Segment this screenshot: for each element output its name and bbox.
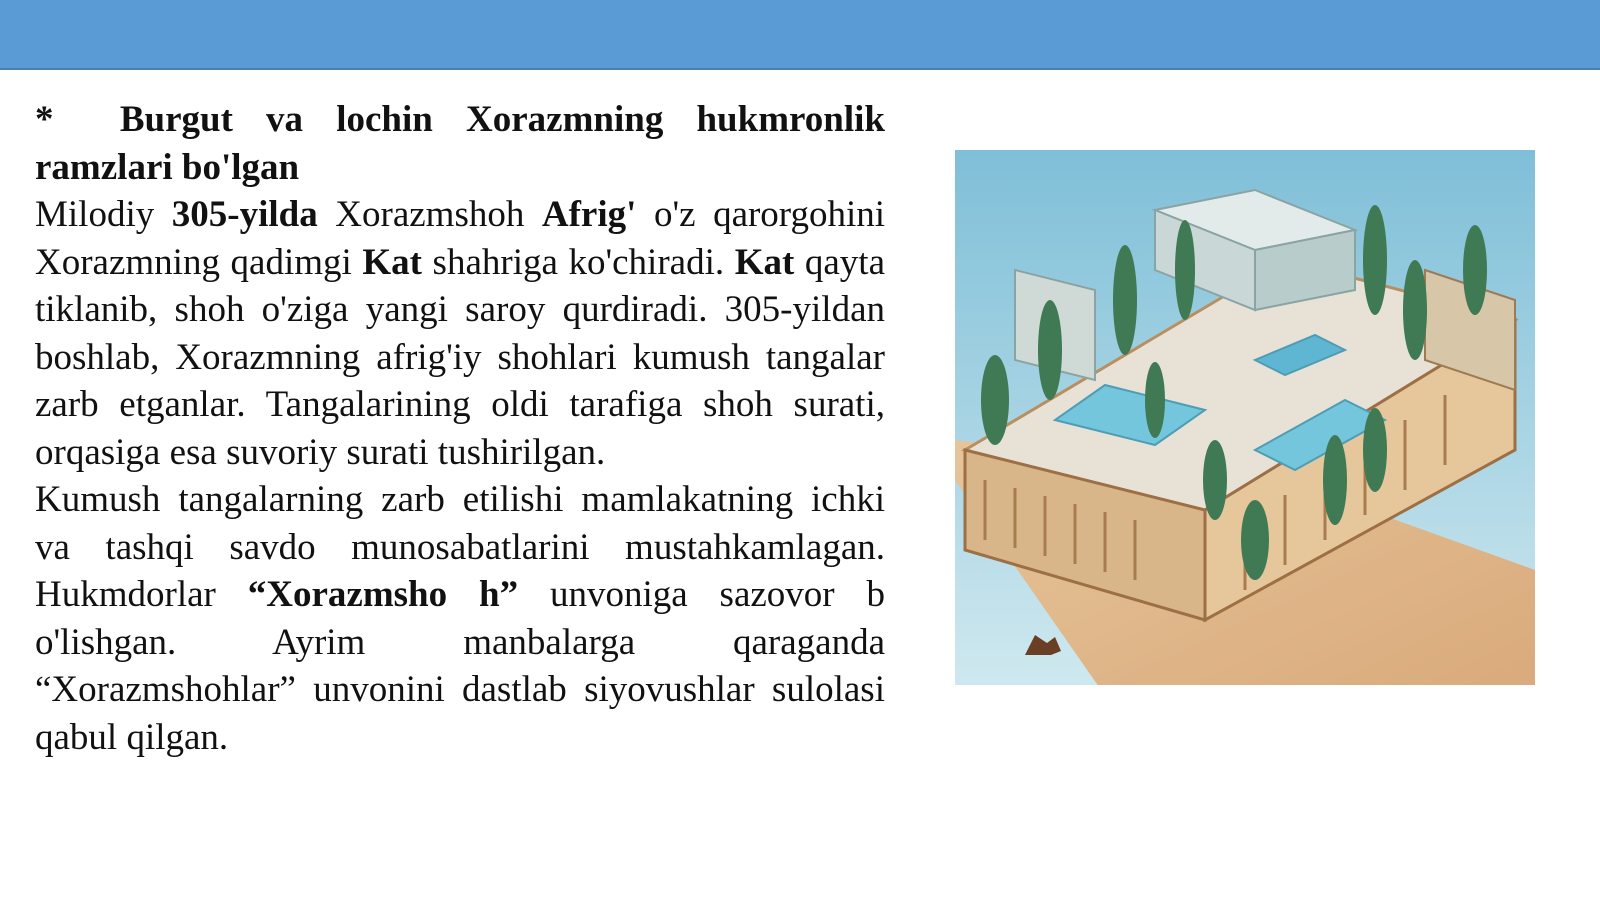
heading-text: ramzlari bo'lgan bbox=[35, 146, 300, 188]
bold-span: Afrig' bbox=[541, 194, 637, 235]
bold-span: Kat bbox=[362, 241, 422, 283]
paragraph-1 bbox=[35, 191, 885, 476]
heading-word: lochin bbox=[336, 99, 433, 140]
heading-word: va bbox=[266, 99, 304, 140]
heading-word: hukmronlik bbox=[696, 99, 886, 140]
text-span: Milodiy bbox=[35, 194, 155, 235]
slide-heading bbox=[35, 96, 885, 144]
text-span: shahriga ko'chiradi. bbox=[432, 241, 725, 283]
heading-star: * bbox=[35, 99, 54, 140]
text-span: Kumush tangalarning zarb etilishi mamlakatning ichki va tashqi savdo munosabatlarini mustahkamlagan. Hukmdorlar bbox=[35, 479, 885, 615]
text-span: o'z qarorgohini Xorazmning qadimgi bbox=[35, 194, 886, 283]
palace-illustration bbox=[955, 150, 1535, 685]
header-bar bbox=[0, 0, 1600, 70]
heading-word: Burgut bbox=[119, 99, 233, 140]
text-span: Xorazmshoh bbox=[335, 194, 525, 235]
slide-text bbox=[35, 96, 885, 761]
heading-word: Xorazmning bbox=[466, 99, 664, 140]
text-span: unvoniga sazovor b o'lishgan. Ayrim manbalarga qaraganda “Xorazmshohlar” unvonini dastlab siyovushlar sulolasi qabul qilgan. bbox=[35, 574, 885, 758]
palace-drawing bbox=[955, 150, 1535, 685]
bold-span: Kat bbox=[734, 241, 795, 283]
bold-span: “Xorazmsho h” bbox=[247, 574, 519, 615]
bold-span: 305-yilda bbox=[171, 194, 318, 235]
paragraph-2 bbox=[35, 476, 885, 761]
slide-heading-line2 bbox=[35, 144, 885, 192]
text-span: qayta tiklanib, shoh o'ziga yangi saroy qurdiradi. 305-yildan boshlab, Xorazmning afrig'iy shohlari kumush tangalar zarb etganlar. Tangalarining oldi tarafiga shoh surati, orqasiga esa suvoriy surati tushirilgan. bbox=[35, 241, 885, 473]
